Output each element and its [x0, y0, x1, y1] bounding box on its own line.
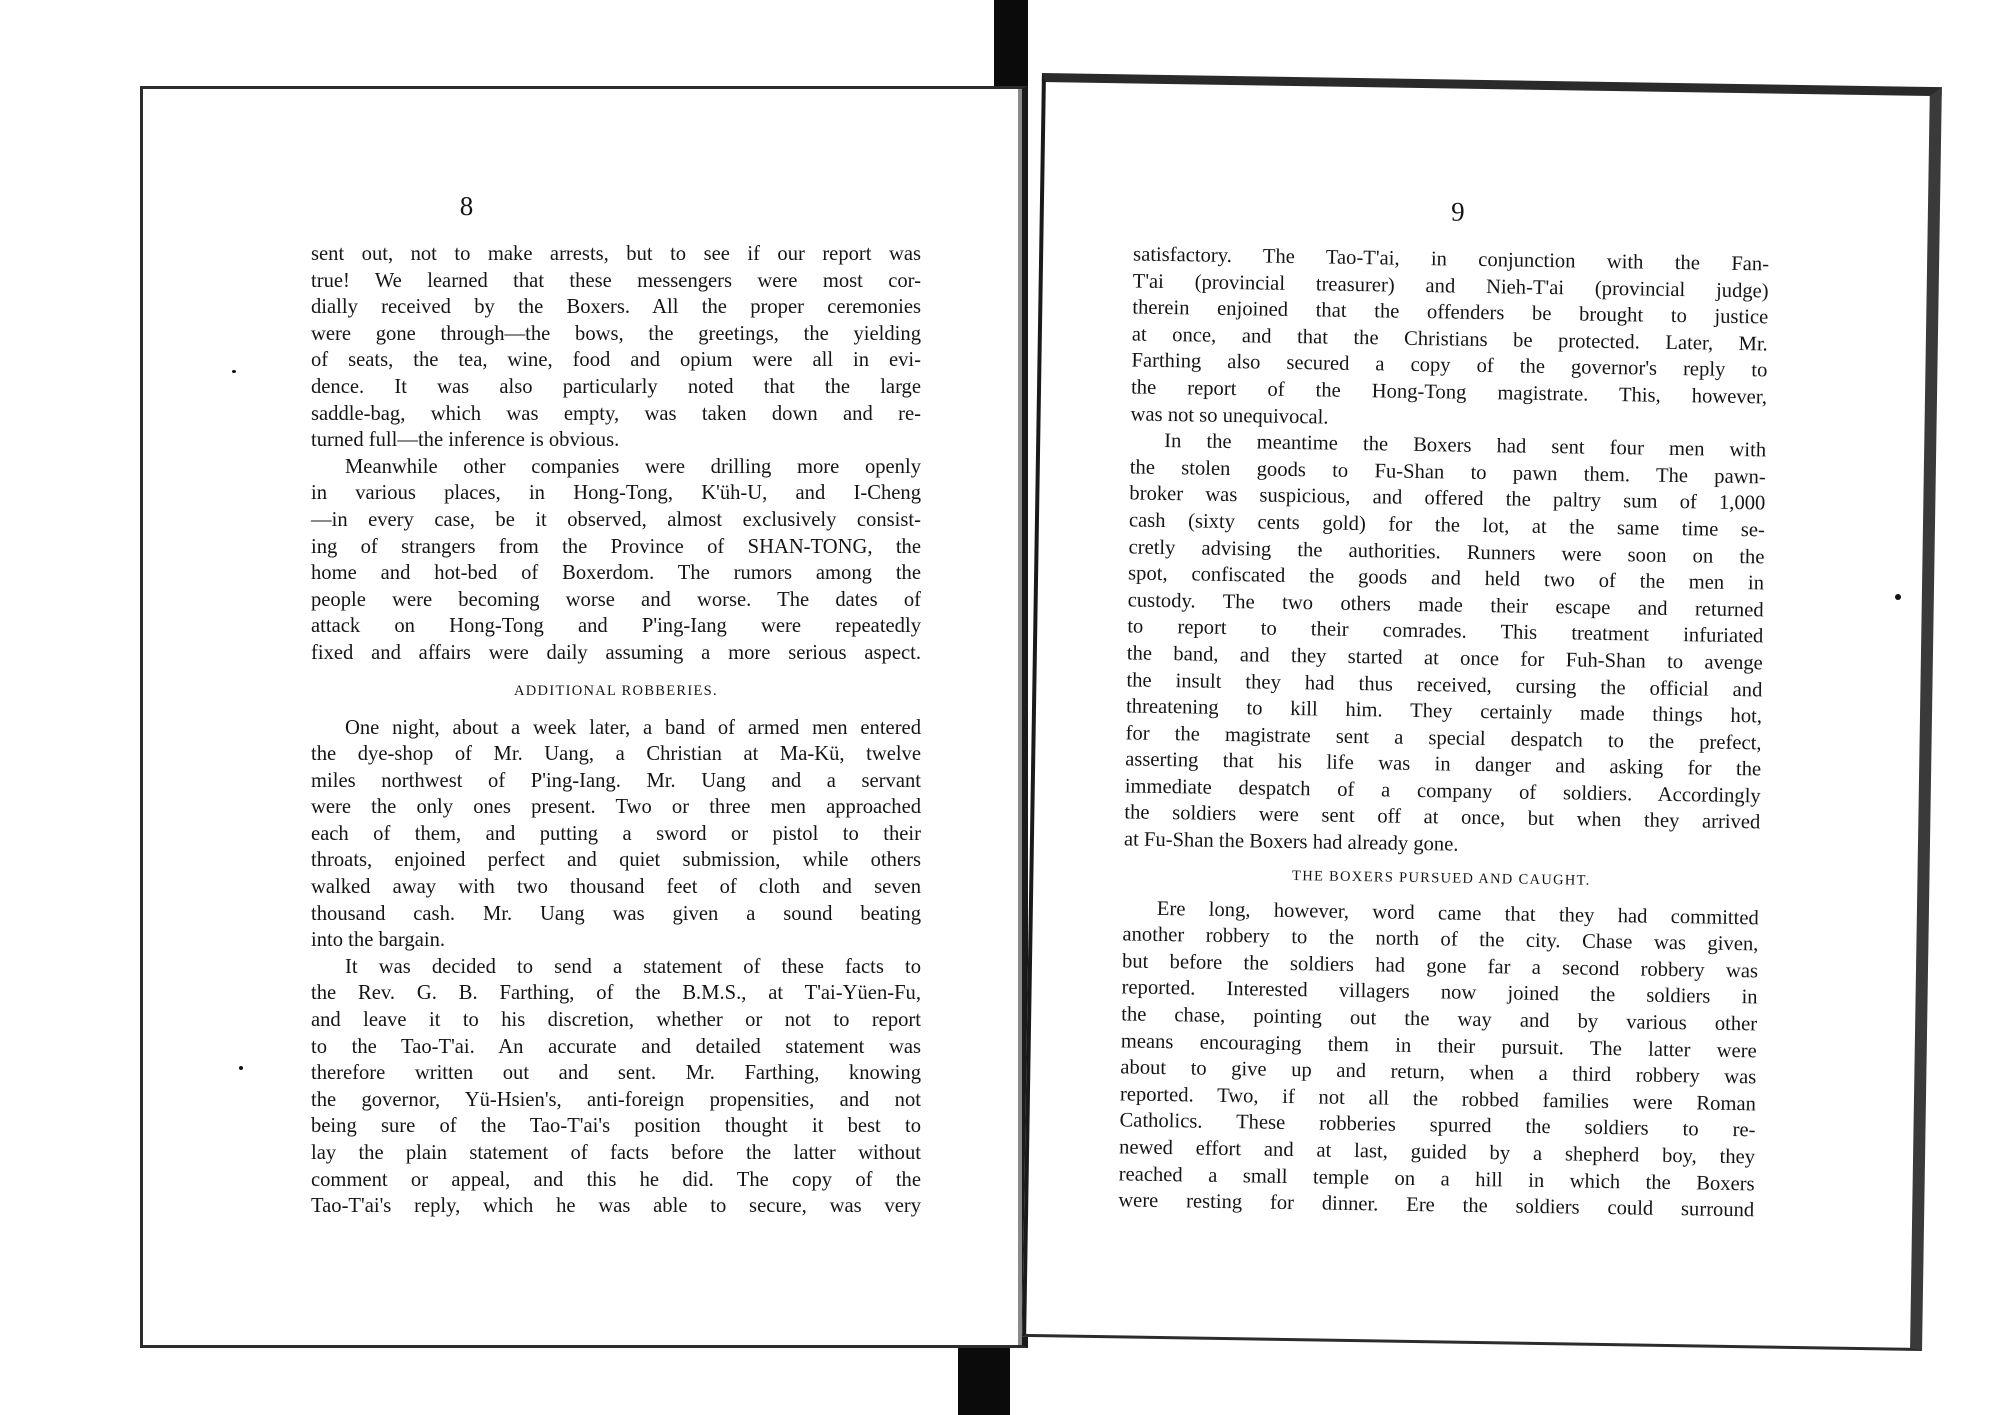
ink-speck	[232, 370, 236, 373]
left-page	[140, 86, 1028, 1348]
text-line: to report to their comrades. This treatment infuriated	[1127, 615, 1764, 648]
book-spine-top	[994, 0, 1028, 92]
text-line: asserting that his life was in danger and asking for the	[1125, 748, 1762, 781]
page-text-column	[311, 241, 921, 1220]
page-text-column	[1118, 241, 1769, 1224]
text-line: the report of the Hong-Tong magistrate. This, however,	[1130, 376, 1768, 409]
text-line: were the only ones present. Two or three men approached	[311, 796, 921, 819]
text-line: One night, about a week later, a band of armed men entered	[345, 716, 921, 739]
text-line: reached a small temple on a hill in which the Boxers	[1118, 1162, 1755, 1195]
text-line: cretly advising the authorities. Runners were soon on the	[1128, 535, 1765, 568]
text-line: in various places, in Hong-Tong, K'üh-U, and I-Cheng	[311, 482, 921, 505]
text-line: at once, and that the Christians be protected. Later, Mr.	[1131, 323, 1768, 356]
text-line: into the bargain.	[311, 929, 446, 952]
text-line: immediate despatch of a company of soldiers. Accordingly	[1124, 775, 1761, 808]
text-line: therein enjoined that the offenders be brought to justice	[1132, 296, 1769, 329]
paragraph-group	[1124, 241, 1770, 863]
text-line: of seats, the tea, wine, food and opium were all in evi-	[311, 349, 921, 372]
paragraph-group	[311, 241, 921, 667]
text-line: Farthing also secured a copy of the governor's reply to	[1131, 349, 1768, 382]
text-line: throats, enjoined perfect and quiet submission, while others	[311, 849, 921, 872]
text-line: Catholics. These robberies spurred the soldiers to re-	[1119, 1109, 1756, 1142]
text-line: means encouraging them in their pursuit. The latter were	[1120, 1029, 1757, 1062]
section-heading: THE BOXERS PURSUED AND CAUGHT.	[1291, 867, 1591, 889]
text-line: newed effort and at last, guided by a shepherd boy, they	[1118, 1136, 1756, 1169]
text-line: broker was suspicious, and offered the paltry sum of 1,000	[1129, 482, 1766, 515]
text-line: the governor, Yü-Hsien's, anti-foreign propensities, and not	[311, 1088, 921, 1111]
text-line: another robbery to the north of the city. Chase was given,	[1122, 923, 1759, 956]
text-line: and leave it to his discretion, whether or not to report	[311, 1009, 921, 1032]
text-line: the Rev. G. B. Farthing, of the B.M.S., at T'ai-Yüen-Fu,	[311, 982, 921, 1005]
text-line: lay the plain statement of facts before the latter without	[311, 1142, 921, 1164]
text-line: reported. Interested villagers now joined the soldiers in	[1121, 976, 1758, 1009]
text-line: the soldiers were sent off at once, but when they arrived	[1124, 801, 1761, 834]
text-line: miles northwest of P'ing-Iang. Mr. Uang and a servant	[311, 769, 921, 792]
text-line: the dye-shop of Mr. Uang, a Christian at Ma-Kü, twelve	[311, 743, 921, 766]
text-line: spot, confiscated the goods and held two of the men in	[1127, 562, 1765, 595]
page-number: 9	[1450, 196, 1465, 227]
text-line: fixed and affairs were daily assuming a more serious aspect.	[311, 641, 921, 664]
right-page	[1022, 73, 1942, 1351]
text-line: —in every case, be it observed, almost exclusively consist-	[311, 508, 921, 531]
text-line: custody. The two others made their escape and returned	[1127, 589, 1764, 622]
text-line: dially received by the Boxers. All the proper ceremonies	[311, 296, 921, 319]
text-line: at Fu-Shan the Boxers had already gone.	[1123, 828, 1459, 856]
text-line: dence. It was also particularly noted that the large	[311, 375, 921, 398]
text-line: true! We learned that these messengers were most cor-	[311, 269, 921, 292]
text-line: saddle-bag, which was empty, was taken down and re-	[311, 402, 921, 425]
text-line: were resting for dinner. Ere the soldiers could surround	[1118, 1189, 1755, 1222]
text-line: were gone through—the bows, the greetings, the yielding	[311, 322, 921, 345]
text-line: people were becoming worse and worse. The dates of	[311, 588, 921, 611]
text-line: each of them, and putting a sword or pistol to their	[311, 822, 921, 845]
text-line: cash (sixty cents gold) for the lot, at the same time se-	[1128, 509, 1766, 542]
text-line: It was decided to send a statement of these facts to	[345, 955, 921, 978]
book-spine-bottom	[958, 1338, 1010, 1415]
text-line: Ere long, however, word came that they had committed	[1156, 897, 1759, 930]
text-line: Tao-T'ai's reply, which he was able to secure, was very	[311, 1195, 921, 1218]
text-line: walked away with two thousand feet of cloth and seven	[311, 876, 921, 899]
text-line: thousand cash. Mr. Uang was given a sound beating	[311, 902, 921, 925]
text-line: for the magistrate sent a special despatch to the prefect,	[1125, 722, 1762, 755]
text-line: the stolen goods to Fu-Shan to pawn them. The pawn-	[1129, 456, 1766, 489]
text-line: about to give up and return, when a third robbery was	[1120, 1056, 1757, 1089]
text-line: ing of strangers from the Province of SHAN-TONG, the	[311, 535, 921, 558]
section-heading: ADDITIONAL ROBBERIES.	[514, 682, 718, 699]
ink-speck	[1895, 594, 1901, 600]
text-line: comment or appeal, and this he did. The copy of the	[311, 1168, 921, 1191]
text-line: the band, and they started at once for Fuh-Shan to avenge	[1126, 642, 1763, 675]
text-line: T'ai (provincial treasurer) and Nieh-T'ai (provincial judge)	[1132, 270, 1769, 303]
paragraph-group	[311, 715, 921, 1220]
text-line: threatening to kill him. They certainly made things hot,	[1125, 695, 1763, 728]
text-line: to the Tao-T'ai. An accurate and detailed statement was	[311, 1035, 921, 1058]
text-line: was not so unequivocal.	[1130, 403, 1329, 429]
text-line: home and hot-bed of Boxerdom. The rumors among the	[311, 562, 921, 585]
text-line: turned full—the inference is obvious.	[311, 429, 620, 452]
text-line: Meanwhile other companies were drilling more openly	[345, 455, 921, 478]
text-line: but before the soldiers had gone far a second robbery was	[1121, 950, 1759, 983]
text-line: therefore written out and sent. Mr. Farthing, knowing	[311, 1062, 921, 1085]
text-line: In the meantime the Boxers had sent four men with	[1164, 430, 1767, 462]
text-line: satisfactory. The Tao-T'ai, in conjunction with the Fan-	[1132, 243, 1770, 276]
page-number: 8	[459, 191, 474, 221]
text-line: attack on Hong-Tong and P'ing-Iang were repeatedly	[311, 615, 921, 638]
paragraph-group	[1118, 895, 1759, 1224]
text-line: reported. Two, if not all the robbed families were Roman	[1119, 1083, 1757, 1116]
text-line: the chase, pointing out the way and by various other	[1121, 1003, 1758, 1036]
ink-speck	[239, 1066, 243, 1070]
text-line: the insult they had thus received, cursing the official and	[1126, 668, 1763, 701]
text-line: being sure of the Tao-T'ai's position thought it best to	[311, 1115, 921, 1138]
text-line: sent out, not to make arrests, but to see if our report was	[311, 243, 921, 265]
